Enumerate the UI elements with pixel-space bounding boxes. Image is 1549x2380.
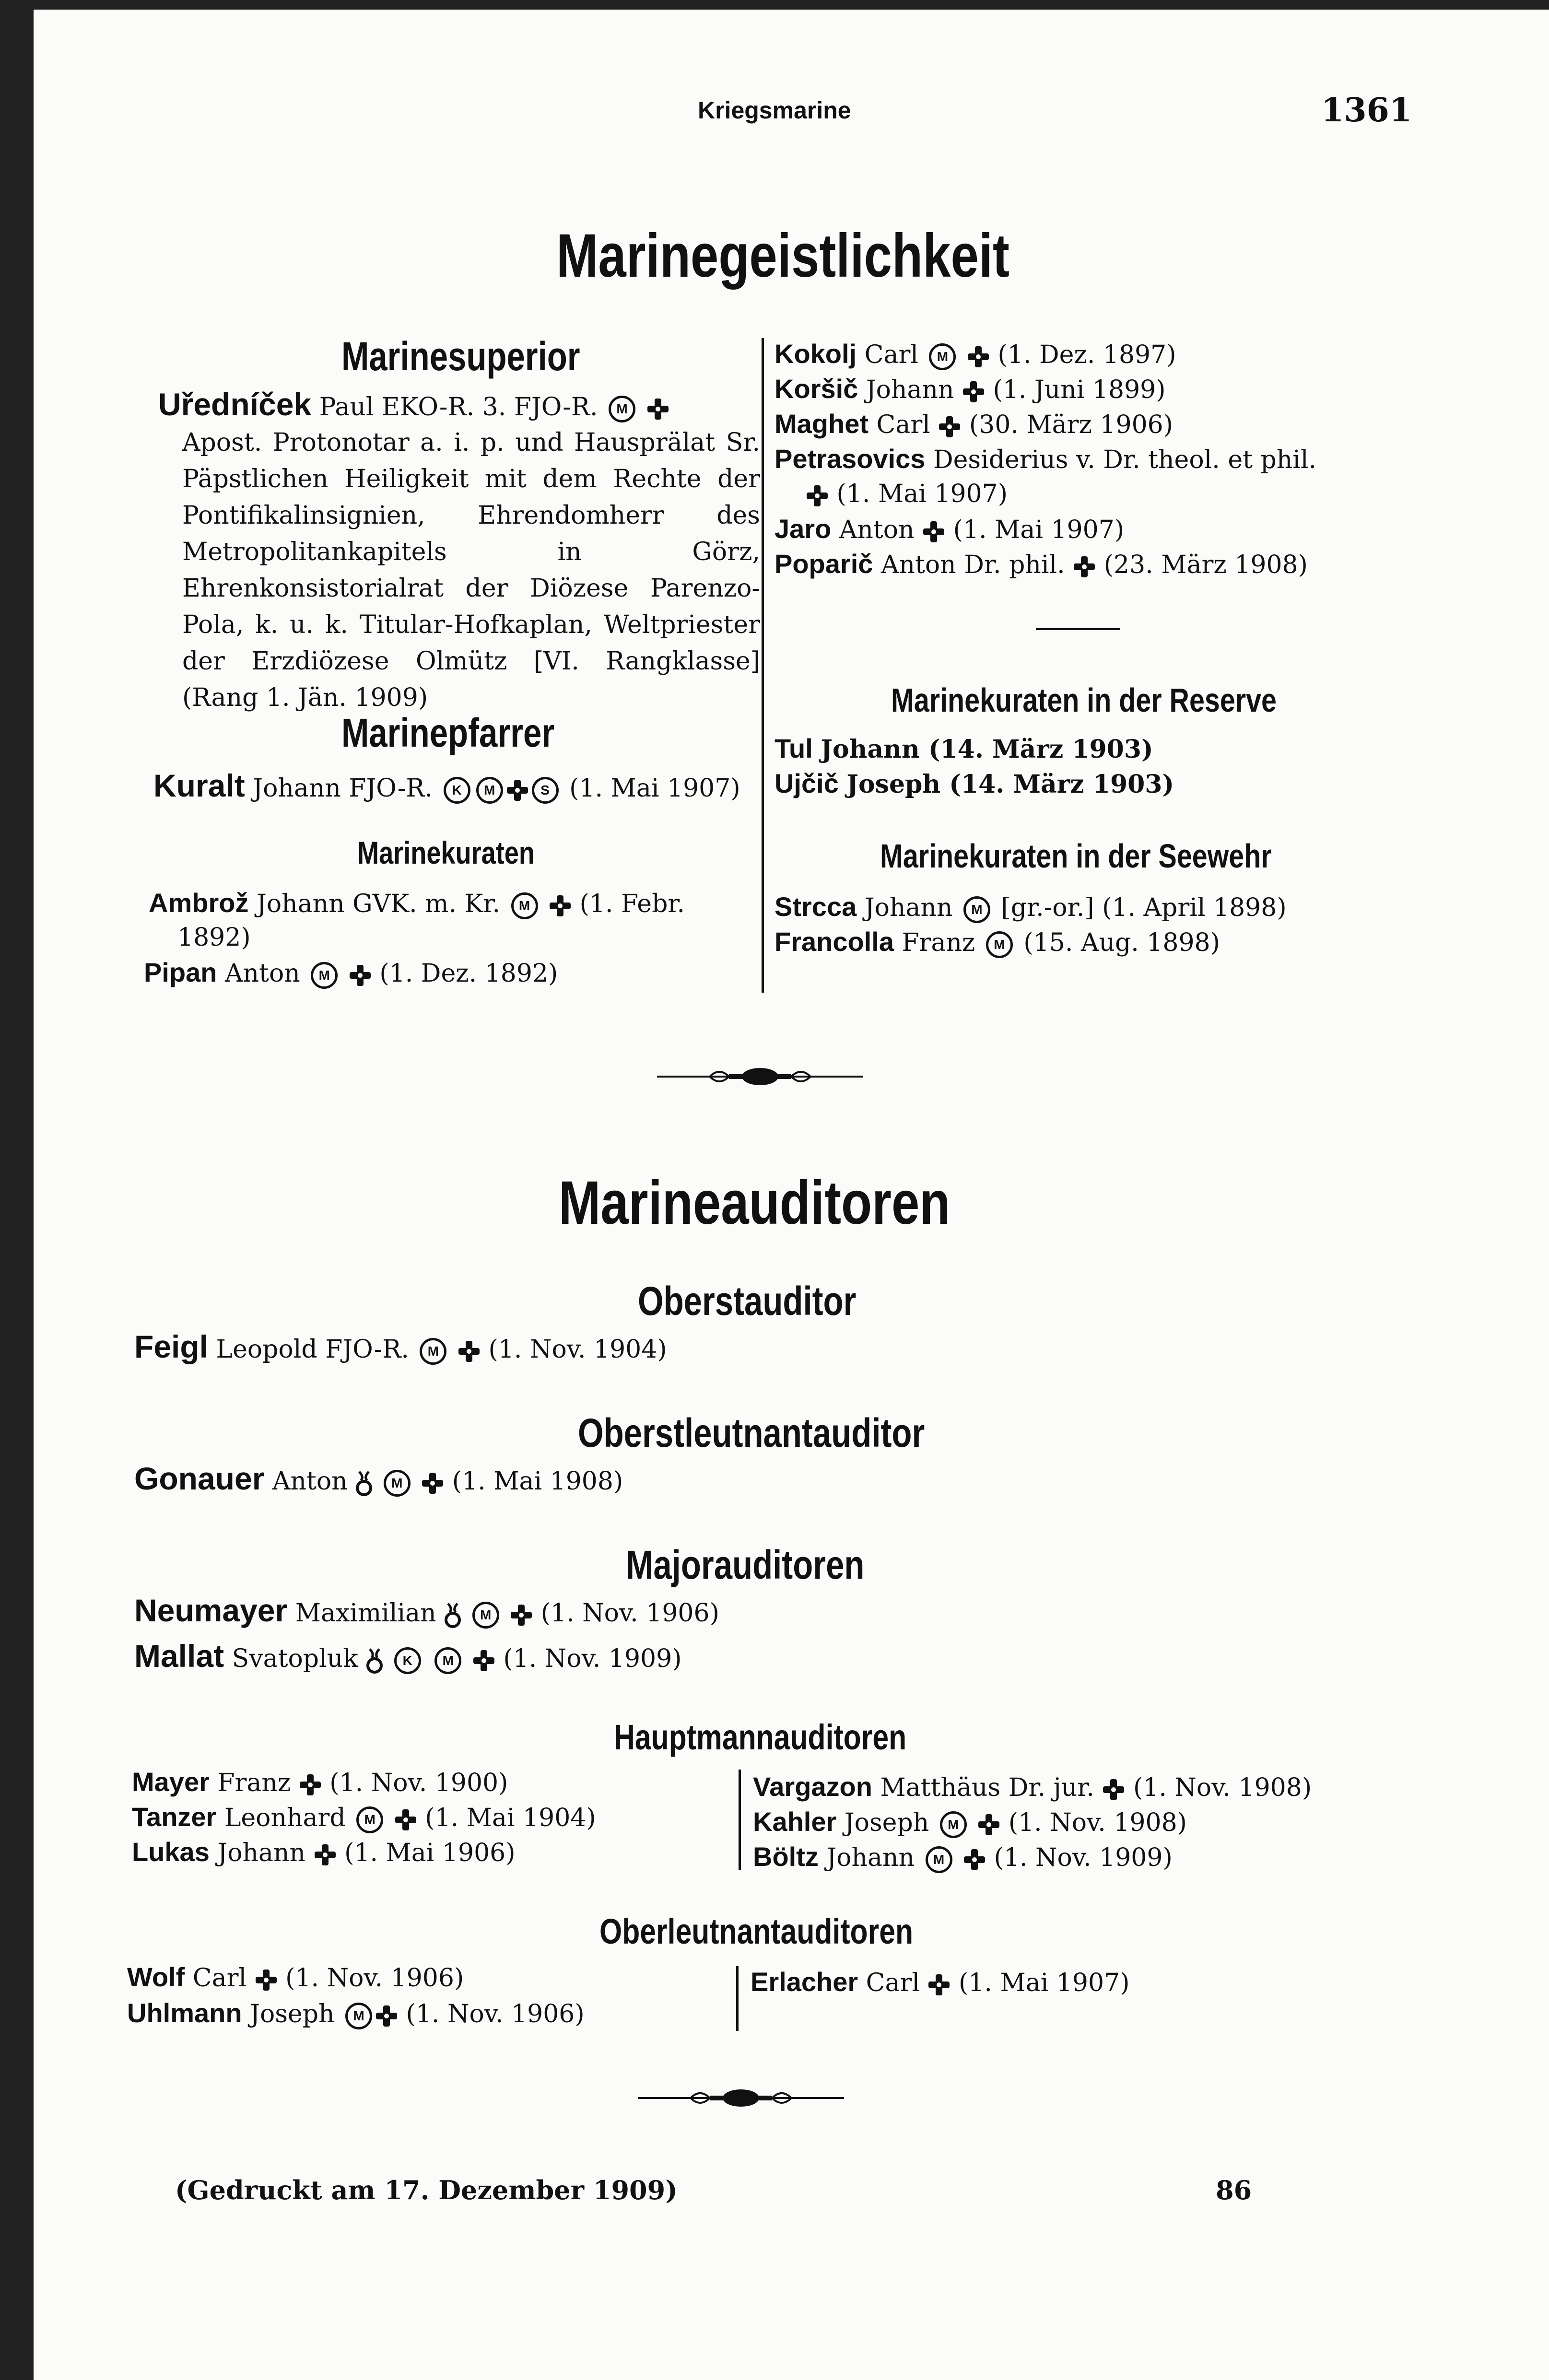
entry-strcca: Strcca Johann M [gr.-or.] (1. April 1898)	[774, 891, 1287, 922]
heading-majorauditoren: Majorauditoren	[626, 1542, 865, 1587]
cross-icon	[421, 1472, 444, 1495]
medal-k-icon: K	[444, 777, 470, 804]
column-divider	[736, 1966, 739, 2031]
medal-m-icon: M	[434, 1647, 461, 1674]
medal-m-icon: M	[986, 931, 1013, 958]
medal-m-icon: M	[511, 892, 538, 919]
entry-kokolj: Kokolj Carl M (1. Dez. 1897)	[774, 339, 1176, 369]
medal-m-icon: M	[420, 1338, 446, 1365]
column-divider	[739, 1770, 741, 1870]
entry-kuralt: Kuralt Johann FJO-R. K M S (1. Mai 1907)	[153, 768, 740, 803]
entry-wolf: Wolf Carl (1. Nov. 1906)	[127, 1962, 464, 1993]
entry-pipan: Pipan Anton M (1. Dez. 1892)	[144, 957, 558, 988]
cross-icon	[314, 1843, 337, 1866]
medal-k-icon: K	[394, 1647, 421, 1674]
heading-marinekuraten: Marinekuraten	[357, 835, 535, 870]
entry-mallat: Mallat Svatopluk K M (1. Nov. 1909)	[134, 1638, 682, 1674]
cross-icon	[806, 484, 829, 507]
section-title-auditoren: Marineauditoren	[559, 1169, 951, 1237]
cross-icon	[963, 1848, 986, 1871]
cross-icon	[977, 1813, 1000, 1836]
cross-icon	[255, 1969, 278, 1992]
ornament-divider	[657, 1062, 863, 1091]
medal-m-icon: M	[311, 962, 338, 989]
entry-poparic: Poparič Anton Dr. phil. (23. März 1908)	[774, 549, 1308, 579]
short-rule	[1036, 628, 1120, 630]
medal-m-icon: M	[940, 1811, 967, 1838]
medal-m-icon: M	[963, 896, 990, 923]
heading-oberstauditor: Oberstauditor	[638, 1278, 857, 1324]
cross-icon	[299, 1773, 322, 1796]
medal-icon	[366, 1647, 383, 1674]
cross-icon	[938, 415, 961, 438]
cross-icon	[927, 1973, 951, 1996]
heading-reserve: Marinekuraten in der Reserve	[891, 681, 1277, 719]
entry-vargazon: Vargazon Matthäus Dr. jur. (1. Nov. 1908)	[753, 1771, 1312, 1802]
entry-lukas: Lukas Johann (1. Mai 1906)	[132, 1837, 516, 1867]
entry-boltz: Böltz Johann M (1. Nov. 1909)	[753, 1841, 1173, 1872]
medal-m-icon: M	[345, 2003, 372, 2029]
entry-maghet: Maghet Carl (30. März 1906)	[774, 409, 1173, 439]
heading-oberleutnantauditoren: Oberleutnantauditoren	[599, 1911, 914, 1951]
heading-marinepfarrer: Marinepfarrer	[341, 710, 555, 755]
medal-icon	[444, 1602, 461, 1629]
medal-m-icon: M	[476, 777, 503, 804]
heading-marinesuperior: Marinesuperior	[341, 334, 580, 379]
entry-tul: Tul Johann (14. März 1903)	[774, 733, 1153, 764]
cross-icon	[962, 380, 985, 403]
print-date: (Gedruckt am 17. Dezember 1909)	[175, 2175, 678, 2205]
cross-icon	[967, 345, 990, 368]
cross-icon	[1102, 1778, 1125, 1801]
cross-icon	[458, 1340, 481, 1363]
cross-icon	[375, 2005, 398, 2028]
cross-icon	[922, 520, 945, 543]
entry-gonauer: Gonauer Anton M (1. Mai 1908)	[134, 1461, 623, 1496]
cross-icon	[349, 964, 372, 987]
entry-erlacher: Erlacher Carl (1. Mai 1907)	[751, 1967, 1130, 1997]
cross-icon	[472, 1649, 495, 1672]
medal-m-icon: M	[384, 1470, 411, 1497]
cross-icon	[506, 779, 529, 802]
cross-icon	[510, 1604, 533, 1627]
entry-urednicek: Uředníček Paul EKO-R. 3. FJO-R. M	[158, 386, 669, 425]
medal-s-icon: S	[532, 777, 559, 804]
entry-korsic: Koršič Johann (1. Juni 1899)	[774, 374, 1166, 404]
running-head: Kriegsmarine	[698, 97, 851, 124]
entry-petrasovics-date: (1. Mai 1907)	[806, 476, 1008, 512]
medal-m-icon: M	[929, 343, 956, 370]
entry-feigl: Feigl Leopold FJO-R. M (1. Nov. 1904)	[134, 1329, 667, 1364]
signature-mark: 86	[1216, 2175, 1252, 2205]
medal-m-icon: M	[609, 396, 635, 422]
entry-jaro: Jaro Anton (1. Mai 1907)	[774, 514, 1125, 544]
medal-icon	[355, 1470, 373, 1497]
cross-icon	[549, 894, 572, 917]
entry-neumayer: Neumayer Maximilian M (1. Nov. 1906)	[134, 1593, 719, 1628]
heading-hauptmannauditoren: Hauptmannauditoren	[614, 1717, 907, 1757]
section-title-geistlichkeit: Marinegeistlichkeit	[556, 222, 1009, 290]
superior-bio: Apost. Protonotar a. i. p. und Hausprälat Sr. Päpstlichen Heiligkeit mit dem Rechte der Pontifikalinsignien, Ehrendomherr des Metropolitankapitels in Görz, Ehrenkonsistorialrat der Diözese Parenzo-Pola, k. u. k. Titular-Hofkaplan, Weltpriester der Erzdiözese Olmütz [VI. Rangklasse] (Rang 1. Jän. 1909)	[182, 428, 760, 712]
heading-oberstleutnantauditor: Oberstleutnantauditor	[578, 1410, 925, 1455]
entry-uhlmann: Uhlmann Joseph M (1. Nov. 1906)	[127, 1998, 585, 2028]
cross-icon	[646, 398, 669, 421]
entry-ambroz: Ambrož Johann GVK. m. Kr. M (1. Febr.	[149, 888, 685, 918]
column-divider	[762, 338, 764, 993]
page-number: 1361	[1321, 91, 1412, 129]
entry-ujcic: Ujčič Joseph (14. März 1903)	[774, 768, 1174, 799]
medal-m-icon: M	[472, 1602, 499, 1629]
medal-m-icon: M	[356, 1806, 383, 1833]
entry-kahler: Kahler Joseph M (1. Nov. 1908)	[753, 1806, 1187, 1837]
cross-icon	[1073, 555, 1096, 578]
entry-mayer: Mayer Franz (1. Nov. 1900)	[132, 1767, 508, 1797]
heading-seewehr: Marinekuraten in der Seewehr	[880, 837, 1272, 875]
medal-m-icon: M	[926, 1846, 952, 1873]
entry-petrasovics: Petrasovics Desiderius v. Dr. theol. et phil.	[774, 444, 1317, 474]
entry-tanzer: Tanzer Leonhard M (1. Mai 1904)	[132, 1802, 596, 1832]
ornament-divider	[638, 2084, 844, 2112]
entry-ambroz-year: 1892)	[177, 923, 251, 952]
cross-icon	[394, 1808, 417, 1831]
entry-francolla: Francolla Franz M (15. Aug. 1898)	[774, 926, 1220, 957]
